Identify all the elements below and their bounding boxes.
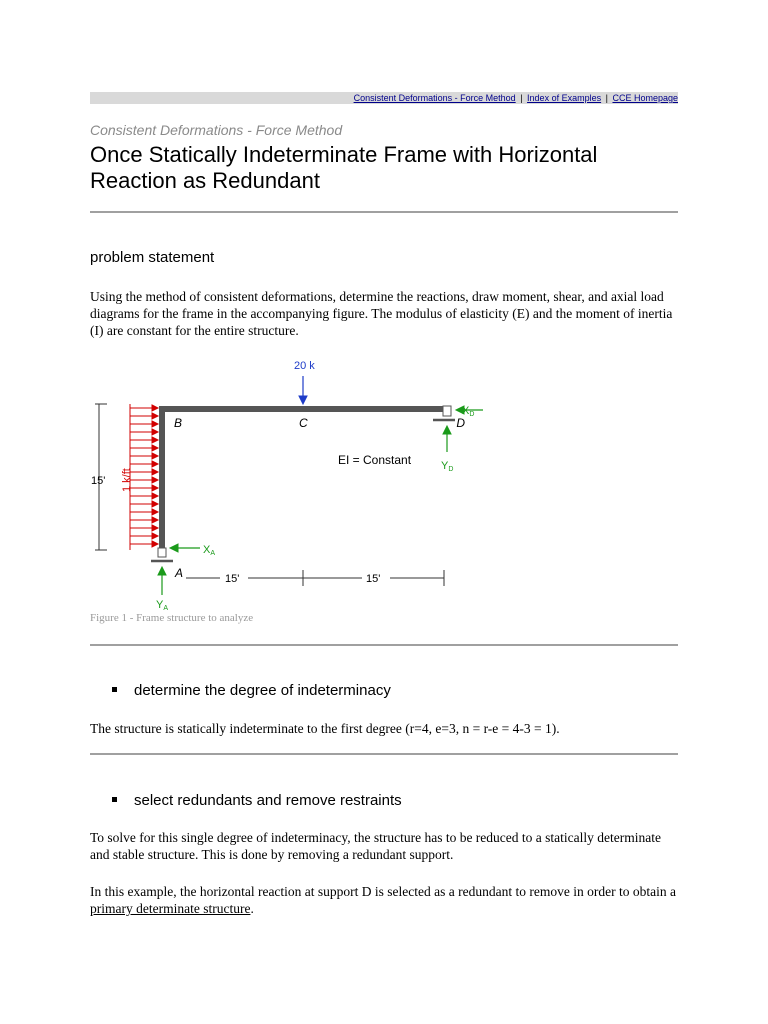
distributed-load-arrowhead: [152, 485, 158, 491]
nav-link-cce-homepage[interactable]: CCE Homepage: [612, 93, 678, 103]
node-d-label: D: [456, 416, 465, 430]
node-a-label: A: [175, 566, 184, 580]
degree-heading: [112, 682, 391, 699]
bullet-icon: [112, 797, 117, 802]
distributed-load-arrowhead: [152, 405, 158, 411]
reaction-ya-arrow: [158, 567, 166, 595]
distributed-load-arrowhead: [152, 437, 158, 443]
column-ab: [159, 406, 165, 550]
distributed-load-arrowhead: [152, 421, 158, 427]
point-load-arrow: [299, 376, 307, 404]
primary-structure-link[interactable]: primary determinate structure: [90, 901, 251, 916]
support-a: [151, 548, 173, 561]
height-label: 15': [91, 475, 106, 487]
reaction-yd-label: YD: [441, 460, 454, 473]
distributed-load-arrowhead: [152, 445, 158, 451]
distributed-load: [130, 404, 158, 550]
figure-caption: Figure 1 - Frame structure to analyze: [90, 612, 254, 624]
section-label: Consistent Deformations - Force Method: [90, 122, 343, 138]
span1-label: 15': [225, 573, 240, 585]
distributed-load-arrowhead: [152, 413, 158, 419]
nav-link-index-of-examples[interactable]: Index of Examples: [527, 93, 602, 103]
redundant-text-2: In this example, the horizontal reaction at support D is selected as a redundant to remove in order to obtain a primary determinate structure.: [90, 884, 676, 916]
degree-heading-text: determine the degree of indeterminacy: [134, 682, 391, 699]
distributed-load-arrowhead: [152, 517, 158, 523]
distributed-load-arrowhead: [152, 509, 158, 515]
span2-label: 15': [366, 573, 381, 585]
reaction-xa-arrow: [170, 544, 200, 552]
distributed-load-arrowhead: [152, 469, 158, 475]
nav-separator: |: [605, 93, 608, 103]
distributed-load-arrowhead: [152, 477, 158, 483]
redundant-heading-text: select redundants and remove restraints: [134, 792, 402, 809]
node-c-label: C: [299, 416, 308, 430]
distributed-load-arrowhead: [152, 429, 158, 435]
point-load-label: 20 k: [294, 360, 315, 372]
ei-label: EI = Constant: [338, 453, 412, 467]
node-b-label: B: [174, 416, 183, 430]
nav-bar: [90, 92, 678, 104]
redundant-heading: [112, 792, 402, 809]
divider: [90, 753, 678, 755]
distributed-load-arrowhead: [152, 541, 158, 547]
redundant-text-1: To solve for this single degree of indeterminacy, the structure has to be reduced to a statically determinate and stable structure. This is done by removing a redundant support.: [90, 830, 661, 862]
divider: [90, 211, 678, 213]
divider: [90, 644, 678, 646]
degree-text: The structure is statically indeterminate to the first degree (r=4, e=3, n = r-e = 4-3 = 1).: [90, 721, 560, 736]
bullet-icon: [112, 687, 117, 692]
distributed-load-label: 1 k/ft: [121, 468, 133, 492]
nav-link-consistent-deformations[interactable]: Consistent Deformations - Force Method: [353, 93, 516, 103]
page-title: Once Statically Indeterminate Frame with Horizontal Reaction as Redundant: [90, 142, 598, 193]
problem-text: Using the method of consistent deformations, determine the reactions, draw moment, shear, and axial load diagrams for the frame in the accompanying figure. The modulus of elasticity (E) and the moment of inertia (I) are constant for the entire structure.: [90, 289, 673, 338]
distributed-load-arrowhead: [152, 493, 158, 499]
reaction-ya-label: YA: [156, 599, 169, 612]
distributed-load-arrowhead: [152, 533, 158, 539]
nav-separator: |: [520, 93, 523, 103]
problem-heading: problem statement: [90, 249, 215, 266]
distributed-load-arrowhead: [152, 525, 158, 531]
beam-bc-d: [159, 406, 449, 412]
distributed-load-arrowhead: [152, 453, 158, 459]
reaction-xa-label: XA: [203, 544, 216, 557]
distributed-load-arrowhead: [152, 461, 158, 467]
reaction-xd-label: XD: [462, 405, 475, 418]
reaction-yd-arrow: [443, 426, 451, 452]
frame-figure: [88, 352, 475, 617]
distributed-load-arrowhead: [152, 501, 158, 507]
